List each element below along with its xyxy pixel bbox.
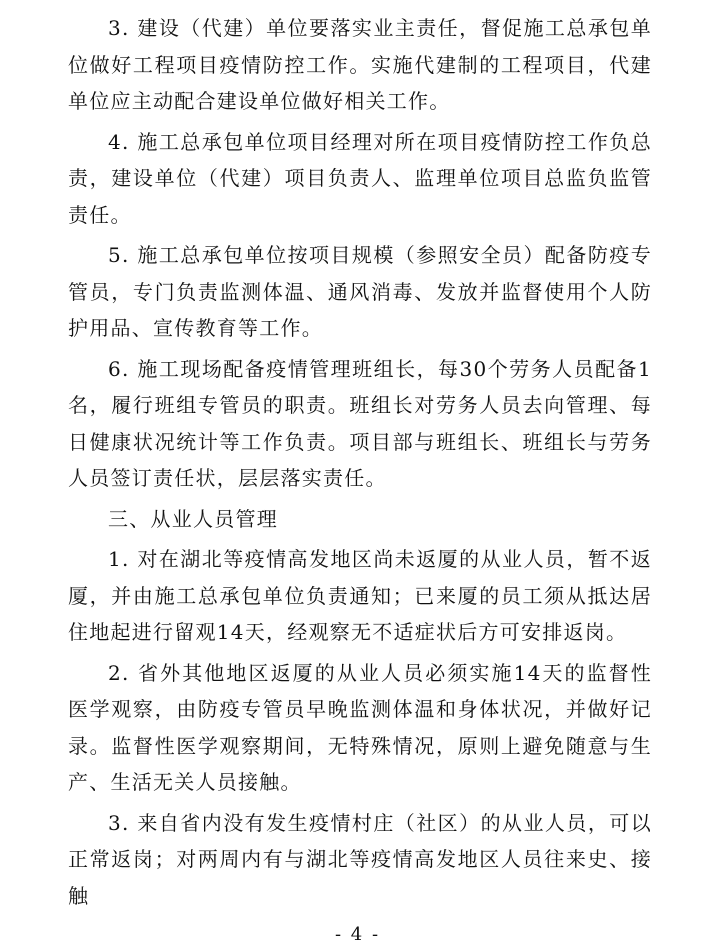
document-body xyxy=(68,10,652,918)
paragraph-6-team-leader: 6. 施工现场配备疫情管理班组长，每30个劳务人员配备1名，履行班组专管员的职责。班组长对劳务人员去向管理、每日健康状况统计等工作负责。项目部与班组长、班组长与劳务人员签订责任状，层层落实责任。 xyxy=(68,356,652,490)
section-heading-personnel-management: 三、从业人员管理 xyxy=(108,506,278,531)
paragraph-4-project-manager-responsibility: 4. 施工总承包单位项目经理对所在项目疫情防控工作负总责，建设单位（代建）项目负责人、监理单位项目总监负监管责任。 xyxy=(68,129,652,227)
paragraph-5-epidemic-officer: 5. 施工总承包单位按项目规模（参照安全员）配备防疫专管员，专门负责监测体温、通风消毒、发放并监督使用个人防护用品、宣传教育等工作。 xyxy=(68,243,652,340)
section-paragraph-1-hubei-workers: 1. 对在湖北等疫情高发地区尚未返厦的从业人员，暂不返厦，并由施工总承包单位负责通知；已来厦的员工须从抵达居住地起进行留观14天，经观察无不适症状后方可安排返岗。 xyxy=(68,547,652,644)
page-number: - 4 - xyxy=(334,924,381,945)
paragraph-3-developer-responsibility: 3. 建设（代建）单位要落实业主责任，督促施工总承包单位做好工程项目疫情防控工作。实施代建制的工程项目，代建单位应主动配合建设单位做好相关工作。 xyxy=(68,16,652,113)
section-paragraph-3-in-province-workers: 3. 来自省内没有发生疫情村庄（社区）的从业人员，可以正常返岗；对两周内有与湖北等疫情高发地区人员往来史、接触 xyxy=(68,810,652,908)
section-paragraph-2-other-province-workers: 2. 省外其他地区返厦的从业人员必须实施14天的监督性医学观察，由防疫专管员早晚监测体温和身体状况，并做好记录。监督性医学观察期间，无特殊情况，原则上避免随意与生产、生活无关人员接触。 xyxy=(68,660,652,794)
